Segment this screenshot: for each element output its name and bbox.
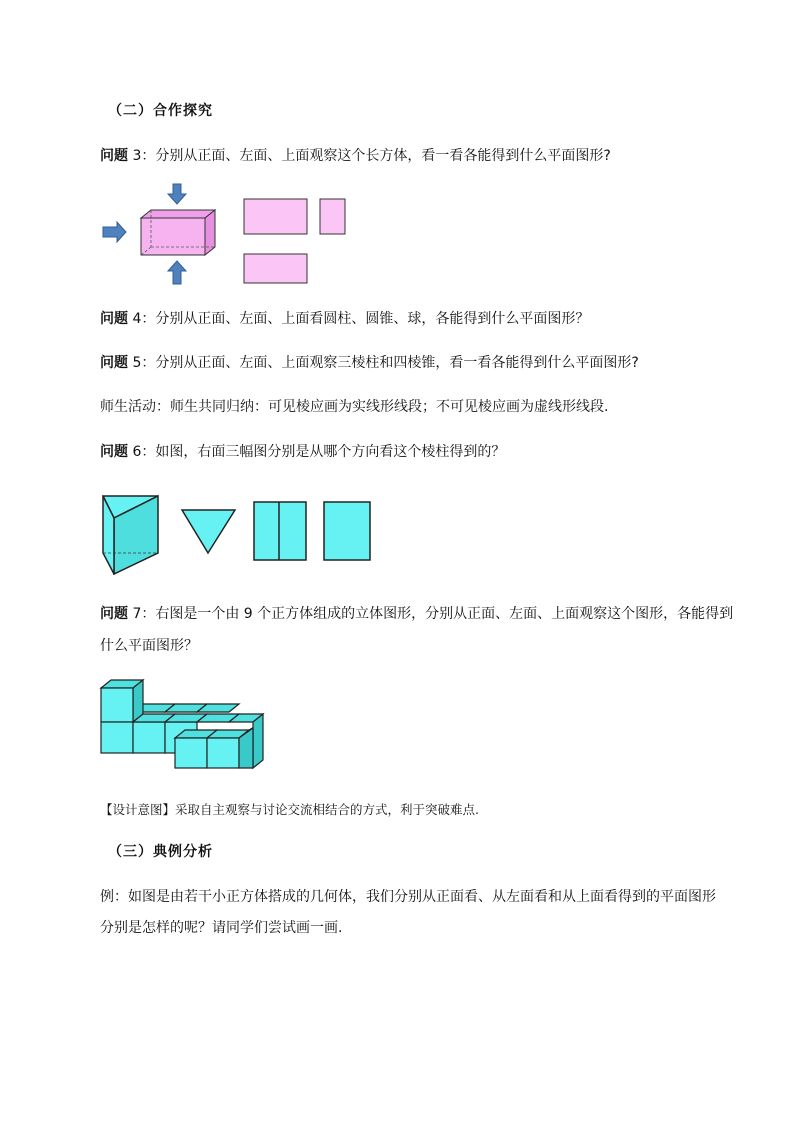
question-3-text: 3：分别从正面、左面、上面观察这个长方体，看一看各能得到什么平面图形?: [128, 148, 611, 164]
question-7-label: 问题: [100, 606, 128, 622]
triangular-prism-shape: [103, 496, 158, 574]
section-heading-cooperative-inquiry: （二）合作探究: [108, 103, 213, 119]
question-4-text: 4：分别从正面、左面、上面看圆柱、圆锥、球，各能得到什么平面图形？: [128, 311, 590, 327]
top-view-arrow-icon: [168, 184, 186, 204]
question-7-line1: [100, 604, 733, 624]
question-6: [100, 442, 505, 462]
question-5: [100, 353, 639, 373]
cuboid-shape: [141, 210, 215, 255]
example-line2: 分别是怎样的呢？请同学们尝试画一画.: [100, 920, 343, 936]
front-view-rect: [244, 199, 307, 234]
question-6-text: 6：如图，右面三幅图分别是从哪个方向看这个棱柱得到的？: [128, 444, 506, 460]
example-line1: 例：如图是由若干小正方体搭成的几何体，我们分别从正面看、从左面看和从上面看得到的平面图形: [100, 889, 716, 905]
left-view-arrow-icon: [168, 261, 186, 284]
rectangle-view-shape: [324, 502, 370, 560]
question-4-label: 问题: [100, 311, 128, 327]
cube-stack-shape: [101, 680, 263, 768]
top-view-rect: [244, 254, 307, 283]
question-3-label: 问题: [100, 148, 128, 164]
left-view-rect: [320, 199, 345, 234]
question-7-line2: 什么平面图形？: [100, 638, 198, 654]
prism-views-figure: [98, 490, 378, 580]
teacher-student-activity: 师生活动：师生共同归纳：可见棱应画为实线形线段；不可见棱应画为虚线形线段.: [100, 399, 609, 415]
question-5-label: 问题: [100, 355, 128, 371]
question-3: [100, 146, 611, 166]
nine-cubes-figure: [97, 678, 267, 773]
question-7-text-1: 7：右图是一个由 9 个正方体组成的立体图形，分别从正面、左面、上面观察这个图形，各能得到: [128, 606, 734, 622]
triangle-view-shape: [182, 510, 235, 553]
cuboid-views-figure: [95, 180, 365, 290]
design-intent-note: 【设计意图】采取自主观察与讨论交流相结合的方式，利于突破难点.: [100, 802, 479, 817]
question-6-label: 问题: [100, 444, 128, 460]
question-5-text: 5：分别从正面、左面、上面观察三棱柱和四棱锥，看一看各能得到什么平面图形?: [128, 355, 639, 371]
split-rectangle-view-shape: [254, 502, 306, 560]
question-4: [100, 309, 589, 329]
section-heading-example-analysis: （三）典例分析: [108, 844, 213, 860]
front-view-arrow-icon: [103, 222, 126, 242]
